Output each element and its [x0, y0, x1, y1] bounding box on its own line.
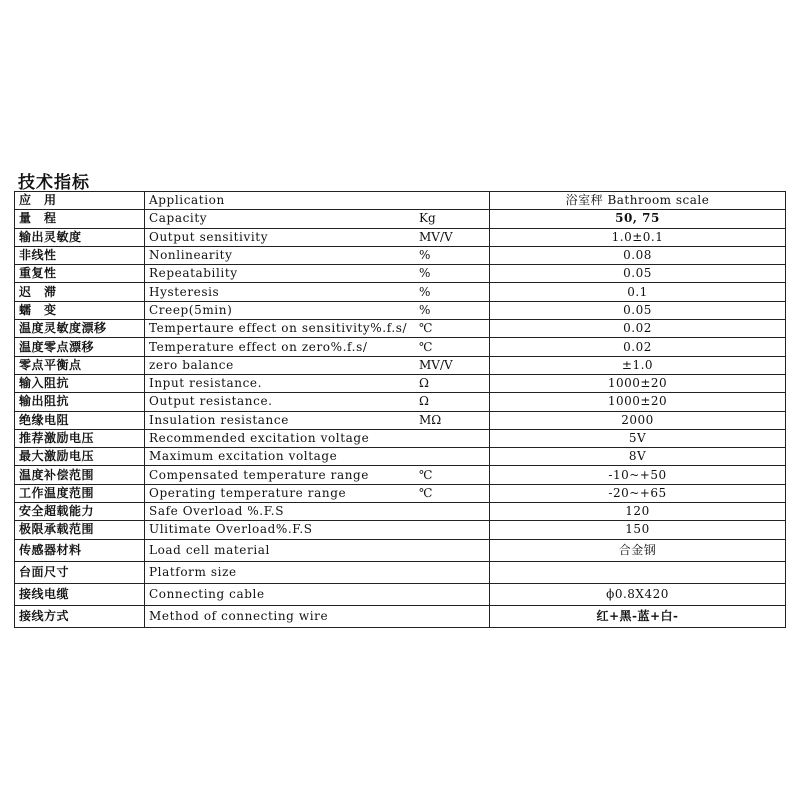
spec-label-en: Compensated temperature range: [145, 466, 420, 484]
spec-label-en: Ulitimate Overload%.F.S: [145, 521, 420, 539]
spec-label-en: Safe Overload %.F.S: [145, 503, 420, 521]
spec-value: 1000±20: [490, 374, 786, 392]
spec-value: 120: [490, 503, 786, 521]
spec-value: 0.08: [490, 246, 786, 264]
spec-unit: MV/V: [419, 228, 490, 246]
spec-unit: Ω: [419, 393, 490, 411]
spec-unit: [419, 539, 490, 561]
spec-value: 150: [490, 521, 786, 539]
spec-label-en: Method of connecting wire: [145, 605, 420, 627]
spec-row: [15, 539, 786, 561]
spec-unit: [419, 429, 490, 447]
spec-label-cn: 零点平衡点: [15, 356, 145, 374]
spec-unit: [419, 605, 490, 627]
spec-row: [15, 393, 786, 411]
spec-row: [15, 301, 786, 319]
spec-row: [15, 356, 786, 374]
spec-value: 1000±20: [490, 393, 786, 411]
spec-label-en: Repeatability: [145, 265, 420, 283]
spec-label-en: Input resistance.: [145, 374, 420, 392]
spec-row: [15, 210, 786, 228]
spec-label-en: Operating temperature range: [145, 484, 420, 502]
spec-value: 50, 75: [490, 210, 786, 228]
spec-row: [15, 448, 786, 466]
spec-unit: %: [419, 301, 490, 319]
spec-unit: [419, 521, 490, 539]
spec-label-en: Capacity: [145, 210, 420, 228]
spec-row: [15, 246, 786, 264]
spec-row: [15, 466, 786, 484]
spec-label-cn: 接线方式: [15, 605, 145, 627]
spec-row: [15, 583, 786, 605]
spec-row: [15, 228, 786, 246]
spec-label-en: Creep(5min): [145, 301, 420, 319]
spec-label-cn: 蠕 变: [15, 301, 145, 319]
spec-value: 8V: [490, 448, 786, 466]
spec-value: -10~+50: [490, 466, 786, 484]
spec-value: 0.1: [490, 283, 786, 301]
spec-unit: [419, 583, 490, 605]
spec-row: [15, 192, 786, 210]
spec-label-cn: 绝缘电阻: [15, 411, 145, 429]
spec-unit: ℃: [419, 320, 490, 338]
spec-label-cn: 传感器材料: [15, 539, 145, 561]
spec-label-en: Connecting cable: [145, 583, 420, 605]
spec-label-cn: 工作温度范围: [15, 484, 145, 502]
spec-label-en: Hysteresis: [145, 283, 420, 301]
spec-unit: %: [419, 246, 490, 264]
spec-label-cn: 输出阻抗: [15, 393, 145, 411]
spec-value: ϕ0.8X420: [490, 583, 786, 605]
spec-label-cn: 温度零点漂移: [15, 338, 145, 356]
spec-row: [15, 374, 786, 392]
spec-row: [15, 605, 786, 627]
spec-label-cn: 接线电缆: [15, 583, 145, 605]
spec-label-en: Maximum excitation voltage: [145, 448, 420, 466]
spec-label-cn: 台面尺寸: [15, 561, 145, 583]
spec-row: [15, 338, 786, 356]
spec-label-en: Recommended excitation voltage: [145, 429, 420, 447]
spec-label-en: Tempertaure effect on sensitivity%.f.s/: [145, 320, 420, 338]
spec-label-cn: 量 程: [15, 210, 145, 228]
spec-label-cn: 输入阻抗: [15, 374, 145, 392]
spec-row: [15, 521, 786, 539]
spec-label-cn: 安全超载能力: [15, 503, 145, 521]
spec-row: [15, 265, 786, 283]
spec-label-cn: 温度灵敏度漂移: [15, 320, 145, 338]
spec-unit: [419, 561, 490, 583]
spec-row: [15, 503, 786, 521]
spec-row: [15, 484, 786, 502]
spec-value: 2000: [490, 411, 786, 429]
spec-unit: Ω: [419, 374, 490, 392]
spec-value: 5V: [490, 429, 786, 447]
spec-label-en: Nonlinearity: [145, 246, 420, 264]
spec-row: [15, 561, 786, 583]
spec-unit: ℃: [419, 338, 490, 356]
spec-row: [15, 320, 786, 338]
spec-label-en: Insulation resistance: [145, 411, 420, 429]
spec-unit: [419, 448, 490, 466]
spec-label-en: Output sensitivity: [145, 228, 420, 246]
spec-label-cn: 温度补偿范围: [15, 466, 145, 484]
spec-label-en: Temperature effect on zero%.f.s/: [145, 338, 420, 356]
spec-value: ±1.0: [490, 356, 786, 374]
spec-value: -20~+65: [490, 484, 786, 502]
spec-value: [490, 561, 786, 583]
spec-unit: Kg: [419, 210, 490, 228]
spec-label-cn: 极限承载范围: [15, 521, 145, 539]
spec-label-en: Application: [145, 192, 420, 210]
spec-value: 浴室秤 Bathroom scale: [490, 192, 786, 210]
spec-label-en: Output resistance.: [145, 393, 420, 411]
spec-label-cn: 非线性: [15, 246, 145, 264]
spec-label-en: Load cell material: [145, 539, 420, 561]
spec-value: 0.05: [490, 265, 786, 283]
spec-unit: %: [419, 283, 490, 301]
spec-label-en: zero balance: [145, 356, 420, 374]
spec-row: [15, 429, 786, 447]
spec-table: [14, 191, 786, 628]
spec-unit: [419, 192, 490, 210]
spec-unit: %: [419, 265, 490, 283]
spec-table-body: [15, 192, 786, 628]
page-title: 技术指标: [18, 173, 90, 193]
spec-row: [15, 283, 786, 301]
spec-value: 0.05: [490, 301, 786, 319]
spec-value: 红+黑-蓝+白-: [490, 605, 786, 627]
spec-label-cn: 应 用: [15, 192, 145, 210]
spec-value: 1.0±0.1: [490, 228, 786, 246]
spec-label-cn: 最大激励电压: [15, 448, 145, 466]
spec-label-cn: 迟 滞: [15, 283, 145, 301]
spec-unit: ℃: [419, 484, 490, 502]
spec-label-cn: 输出灵敏度: [15, 228, 145, 246]
spec-row: [15, 411, 786, 429]
spec-label-cn: 重复性: [15, 265, 145, 283]
spec-label-en: Platform size: [145, 561, 420, 583]
spec-unit: [419, 503, 490, 521]
spec-label-cn: 推荐激励电压: [15, 429, 145, 447]
spec-unit: MΩ: [419, 411, 490, 429]
spec-value: 0.02: [490, 320, 786, 338]
spec-unit: MV/V: [419, 356, 490, 374]
spec-value: 合金钢: [490, 539, 786, 561]
spec-unit: ℃: [419, 466, 490, 484]
spec-value: 0.02: [490, 338, 786, 356]
